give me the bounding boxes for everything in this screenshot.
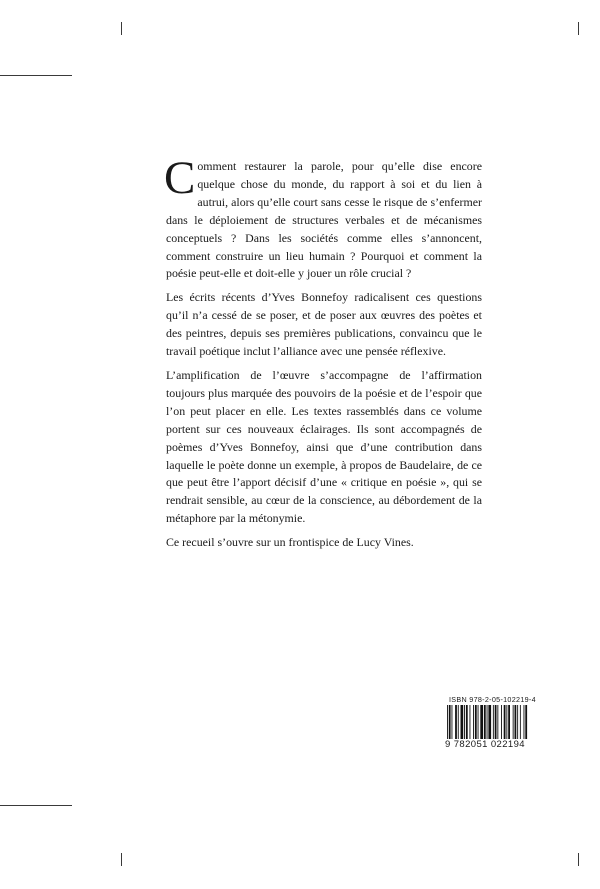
barcode-bar <box>484 705 486 739</box>
isbn-label: ISBN 978-2-05-102219-4 <box>449 695 536 704</box>
crop-mark-top-left <box>121 22 122 35</box>
barcode-bar <box>495 705 497 739</box>
barcode-bar <box>455 705 457 739</box>
barcode-bar <box>508 705 510 739</box>
barcode-bar <box>493 705 494 739</box>
barcode-bars <box>445 705 555 739</box>
barcode-bar <box>478 705 479 739</box>
barcode-bar <box>520 705 521 739</box>
paragraph-4: Ce recueil s’ouvre sur un frontispice de Lucy Vines. <box>166 535 414 550</box>
barcode-bar <box>464 705 465 739</box>
barcode-bar <box>501 705 502 739</box>
paragraph-2: Les écrits récents d’Yves Bonnefoy radicalisent ces questions qu’il n’a cessé de se poser, et de poser aux œuvres des poètes et des peintres, depuis ses premières publications, convaincu que le travail poétique inclut l’alliance avec une pensée réflexive. <box>166 290 482 359</box>
barcode-bar <box>504 705 506 739</box>
barcode-bar <box>458 705 459 739</box>
barcode-bar <box>487 705 488 739</box>
paragraph-1 <box>164 152 482 283</box>
barcode-bar <box>488 705 491 739</box>
barcode-bar <box>473 705 474 739</box>
barcode-bar <box>452 705 453 739</box>
barcode-bar <box>515 705 517 739</box>
crop-mark-bottom-right <box>578 853 579 866</box>
drop-cap: C <box>164 152 196 204</box>
barcode-bar <box>525 705 527 739</box>
crop-mark-top-right <box>578 22 579 35</box>
barcode-bar <box>480 705 483 739</box>
barcode-bar <box>466 705 468 739</box>
crop-mark-bottom-left <box>121 853 122 866</box>
barcode-bar <box>470 705 471 739</box>
barcode-digits: 9 782051 022194 <box>445 739 525 750</box>
barcode-bar <box>506 705 507 739</box>
barcode-bar <box>461 705 464 739</box>
barcode-bar <box>497 705 498 739</box>
crop-mark-left-upper <box>0 75 72 76</box>
barcode-bar <box>475 705 477 739</box>
barcode-bar <box>513 705 514 739</box>
barcode-bar <box>447 705 448 739</box>
paragraph-3: L’amplification de l’œuvre s’accompagne de l’affirmation toujours plus marquée des pouvoirs de la poésie et de l’espoir que l’on peut placer en elle. Les textes rassemblés dans ce volume portent sur ces nouveaux éclairages. Ils sont accompagnés de poèmes d’Yves Bonnefoy, ainsi que d’une contribution dans laquelle le poète donne un exemple, à propos de Baudelaire, de ce que peut être l’apport décisif d’une « critique en poésie », qui se rendrait sensible, au cœur de la conscience, au débordement de la métaphore par la métonymie. <box>166 367 482 526</box>
barcode-bar <box>449 705 451 739</box>
crop-mark-left-lower <box>0 805 72 806</box>
paragraph-1-text: omment restaurer la parole, pour qu’elle dise encore quelque chose du monde, du rapport à soi et du lien à autrui, alors qu’elle court sans cesse le risque de s’enfermer dans le déploiement de structures verbales et de mécanismes conceptuels ? Dans les sociétés comme elles s’annoncent, comment construire un lieu humain ? Pourquoi et comment la poésie peut-elle et doit-elle y jouer un rôle crucial ? <box>166 159 482 281</box>
isbn-barcode <box>445 695 555 753</box>
barcode-bar <box>524 705 525 739</box>
back-cover-text <box>164 152 482 558</box>
barcode-bar <box>517 705 518 739</box>
